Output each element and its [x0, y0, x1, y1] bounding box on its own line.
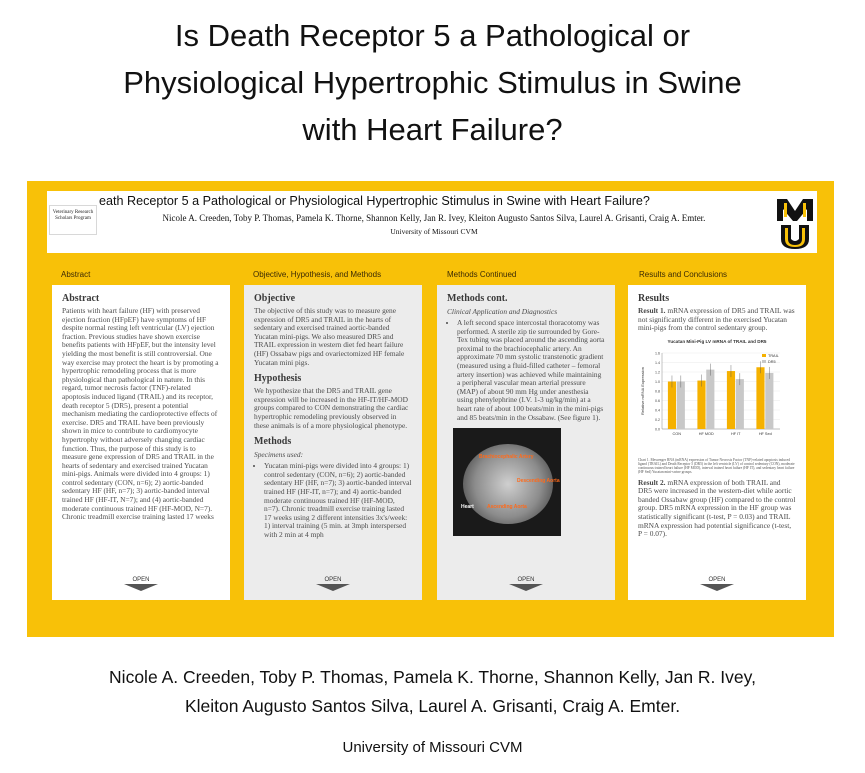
bottom-affiliation: University of Missouri CVM — [342, 739, 523, 756]
bottom-authors-line-2: Kleiton Augusto Santos Silva, Laurel A. Grisanti, Craig A. Emter. — [184, 696, 681, 716]
chart-y-axis-label: Relative mRNA Expression — [640, 366, 645, 415]
methods-list — [264, 462, 412, 539]
chart-bar-trail — [727, 371, 735, 429]
page-title — [20, 12, 845, 153]
chart-bar-dr5 — [706, 369, 714, 428]
open-arrow-icon — [700, 584, 734, 591]
open-arrow-icon — [509, 584, 543, 591]
veterinary-research-logo — [49, 205, 97, 235]
result-2 — [638, 479, 796, 539]
chart-bar-dr5 — [677, 381, 685, 429]
chart-y-tick-label: 0.2 — [655, 417, 660, 422]
chart-x-tick-label: HF IT — [731, 431, 741, 436]
figure-label-brachiocephalic: Brachiocephalic Artery — [479, 454, 534, 461]
bottom-authors-line-1: Nicole A. Creeden, Toby P. Thomas, Pamela K. Thorne, Shannon Kelly, Jan R. Ivey, — [109, 667, 756, 687]
column-header-abstract: Abstract — [61, 270, 91, 279]
hypothesis-text: We hypothesize that the DR5 and TRAIL gene expression will be increased in the HF-IT/HF-MOD groups compared to CON demonstrating the cardiac hypertrophic remodeling previously observed in these animals is of a more physiological phenotype. — [254, 386, 409, 430]
open-button-label: OPEN — [132, 577, 150, 583]
chart-bar-dr5 — [736, 379, 744, 429]
result-1-label: Result 1. — [638, 306, 666, 315]
open-button-objective[interactable] — [313, 577, 353, 591]
mu-logo-icon — [775, 195, 815, 251]
methods-continued-panel — [437, 285, 615, 600]
chart-y-tick-label: 0.4 — [655, 408, 660, 413]
chart-y-tick-label: 1.0 — [655, 379, 660, 384]
chart-caption: Chart 1. Messenger RNA (mRNA) expression of Tumor Necrosis Factor (TNF)-related apoptosis induced ligand (TRAIL) and Death Receptor 5 (DR5) in the left ventricle (LV) of control sedentary (CON), moderate continuous trained heart failure (HF MOD), interval trained heart failure (HF IT), and sedentary heart failure (HF Sed) Yucatan mini-swine groups. — [638, 457, 795, 475]
chart-legend-swatch — [762, 360, 766, 363]
chart-legend-swatch — [762, 354, 766, 357]
column-header-methods-continued: Methods Continued — [447, 270, 517, 279]
open-arrow-icon — [124, 584, 158, 591]
poster — [27, 181, 834, 637]
methods-cont-subheading: Clinical Application and Diagnostics — [447, 307, 558, 316]
poster-affiliation: University of Missouri CVM — [390, 227, 478, 236]
trail-dr5-bar-chart — [638, 337, 796, 453]
page-title-line-1: Is Death Receptor 5 a Pathological or — [174, 18, 691, 53]
methods-heading: Methods — [254, 436, 292, 448]
chart-x-tick-label: HF Sed — [758, 431, 772, 436]
result-2-label: Result 2. — [638, 477, 666, 487]
chart-bar-dr5 — [765, 373, 773, 429]
result-1-text: mRNA expression of DR5 and TRAIL was not significantly different in the exercised Yucatan mini-pigs from the control sedentary group. — [638, 306, 795, 333]
result-2-text: mRNA expression of both TRAIL and DR5 were increased in the western-diet while aortic banded Ossabaw group (HF) compared to the control group. DR5 mRNA expression in the HF group was statistically significant (t-test, P = 0.03) and TRAIL mRNA expression had potential significance (t-test, P = 0.07). — [638, 477, 796, 539]
figure-label-ascending: Ascending Aorta — [487, 504, 527, 511]
objective-heading: Objective — [254, 293, 296, 304]
surgery-figure-image — [453, 428, 561, 536]
methods-cont-heading: Methods cont. — [447, 293, 508, 304]
bottom-authors — [20, 663, 845, 721]
poster-title: eath Receptor 5 a Pathological or Physiological Hypertrophic Stimulus in Swine with Heart Failure? — [99, 194, 650, 208]
chart-y-tick-label: 1.6 — [655, 351, 660, 356]
vr-logo-text: Veterinary Research Scholars Program — [52, 210, 94, 221]
poster-header — [47, 191, 817, 253]
methods-subheading: Specimens used: — [254, 450, 304, 460]
abstract-text: Patients with heart failure (HF) with preserved ejection fraction (HFpEF) have symptoms of HF despite normal resting left ventricular (LV) ejection fraction. Previous studies have shown exercise benefits patients with HFpEF, but the intensity level yielding the most benefit is still controversial. One way exercise may protect the heart is by promoting a hypertrophic remodeling process that is more physiological than pathological in nature. In this regard, tumor necrosis factor (TNF)-related apoptosis induced ligand (TRAIL) and its receptor, death receptor 5 (DR5), present a potential mechanism mediating the cardioprotective effects of exercise. DR5 and TRAIL have been previously shown in mice to contribute to cardiomyocyte hypertrophy without adversely changing cardiac function. Thus, the purpose of this study is to measure gene expression of DR5 and TRAIL in the hearts of sedentary and exercised trained Yucatan mini-pigs. Animals were divided into 4 groups: 1) control sedentary (CON, n=6); 2) aortic-banded sedentary HF (HF, n=7); 3) aortic-banded interval trained HF (HF-IT, N=7); and (4) aortic-banded moderate continuous trained HF (HF-MOD, N=7). Chronic treadmill exercise training lasted 17 weeks — [62, 306, 219, 522]
chart-y-tick-label: 1.4 — [655, 360, 660, 365]
column-header-objective: Objective, Hypothesis, and Methods — [253, 270, 382, 279]
objective-panel — [244, 285, 422, 600]
chart-legend-label: DR5 — [768, 359, 776, 364]
result-1 — [638, 307, 796, 333]
open-button-label: OPEN — [708, 577, 726, 583]
open-button-label: OPEN — [324, 577, 342, 583]
chart-bar-trail — [697, 380, 705, 428]
chart-y-tick-label: 0.6 — [655, 398, 660, 403]
page-title-line-3: with Heart Failure? — [302, 112, 563, 147]
chart-y-tick-label: 0.8 — [655, 389, 660, 394]
open-button-results[interactable] — [697, 577, 737, 591]
methods-list-item: • Yucatan mini-pigs were divided into 4 groups: 1) control sedentary (CON, n=6); 2) aortic-banded sedentary HF (HF, n=7); 3) aortic-banded interval trained HF (HF-IT, n=7); and 4) aortic-banded moderate continuous trained HF (HF-MOD, n=7). Chronic treadmill exercise training lasted 17 weeks using 2 different intensities 3x's/week: 1) interval training (5 min. at 3mph interspersed with 2 min at 4 mph — [264, 462, 412, 539]
poster-authors: Nicole A. Creeden, Toby P. Thomas, Pamela K. Thorne, Shannon Kelly, Jan R. Ivey, Kleiton Augusto Santos Silva, Laurel A. Grisanti, Craig A. Emter. — [162, 213, 706, 223]
chart-title: Yucatan Mini-Pig LV mRNA of TRAIL and DR5 — [667, 338, 767, 344]
chart-bar-trail — [756, 367, 764, 429]
chart-y-tick-label: 0.0 — [655, 427, 660, 432]
open-arrow-icon — [316, 584, 350, 591]
open-button-methods-continued[interactable] — [506, 577, 546, 591]
results-heading: Results — [638, 293, 670, 304]
chart-bar-trail — [668, 381, 676, 429]
chart-y-tick-label: 1.2 — [655, 370, 660, 375]
figure-label-heart: Heart — [461, 504, 474, 511]
hypothesis-heading: Hypothesis — [254, 373, 302, 385]
open-button-abstract[interactable] — [121, 577, 161, 591]
chart-x-tick-label: HF MOD — [698, 431, 714, 436]
figure-label-descending: Descending Aorta — [517, 478, 560, 485]
results-panel — [628, 285, 806, 600]
chart-x-tick-label: CON — [672, 431, 681, 436]
abstract-panel — [52, 285, 230, 600]
page-title-line-2: Physiological Hypertrophic Stimulus in Swine — [123, 65, 742, 100]
column-header-results: Results and Conclusions — [639, 270, 728, 279]
objective-text: The objective of this study was to measure gene expression of DR5 and TRAIL in the hearts of sedentary and exercised trained aortic-banded Yucatan mini-pigs. We also measured DR5 and TRAIL expression in western diet fed heart failure (HF) Ossabaw pigs and ovariectomized HF female Yucatan mini pigs. — [254, 306, 405, 367]
methods-cont-list-item: • A left second space intercostal thoracotomy was performed. A sterile zip tie surrounded by Gore-Tex tubing was placed around the ascending aorta proximal to the brachiocephalic artery. An approximate 70 mm systolic transtenotic gradient (measured using a fluid-filled catheter – femoral artery insertion) was achieved while maintaining a peripheral vascular mean arterial pressure (MAP) of about 90 mm Hg under anesthesia using phenylephrine (I.V. 1-3 ug/kg/min) at a heart rate of about 100 beats/min in the mini-pigs and 85 beats/min in the Ossabaw. (See figure 1). — [457, 319, 605, 422]
chart-legend-label: TRAIL — [768, 353, 779, 358]
open-button-label: OPEN — [517, 577, 535, 583]
abstract-heading: Abstract — [62, 293, 100, 304]
methods-cont-list — [457, 319, 605, 422]
